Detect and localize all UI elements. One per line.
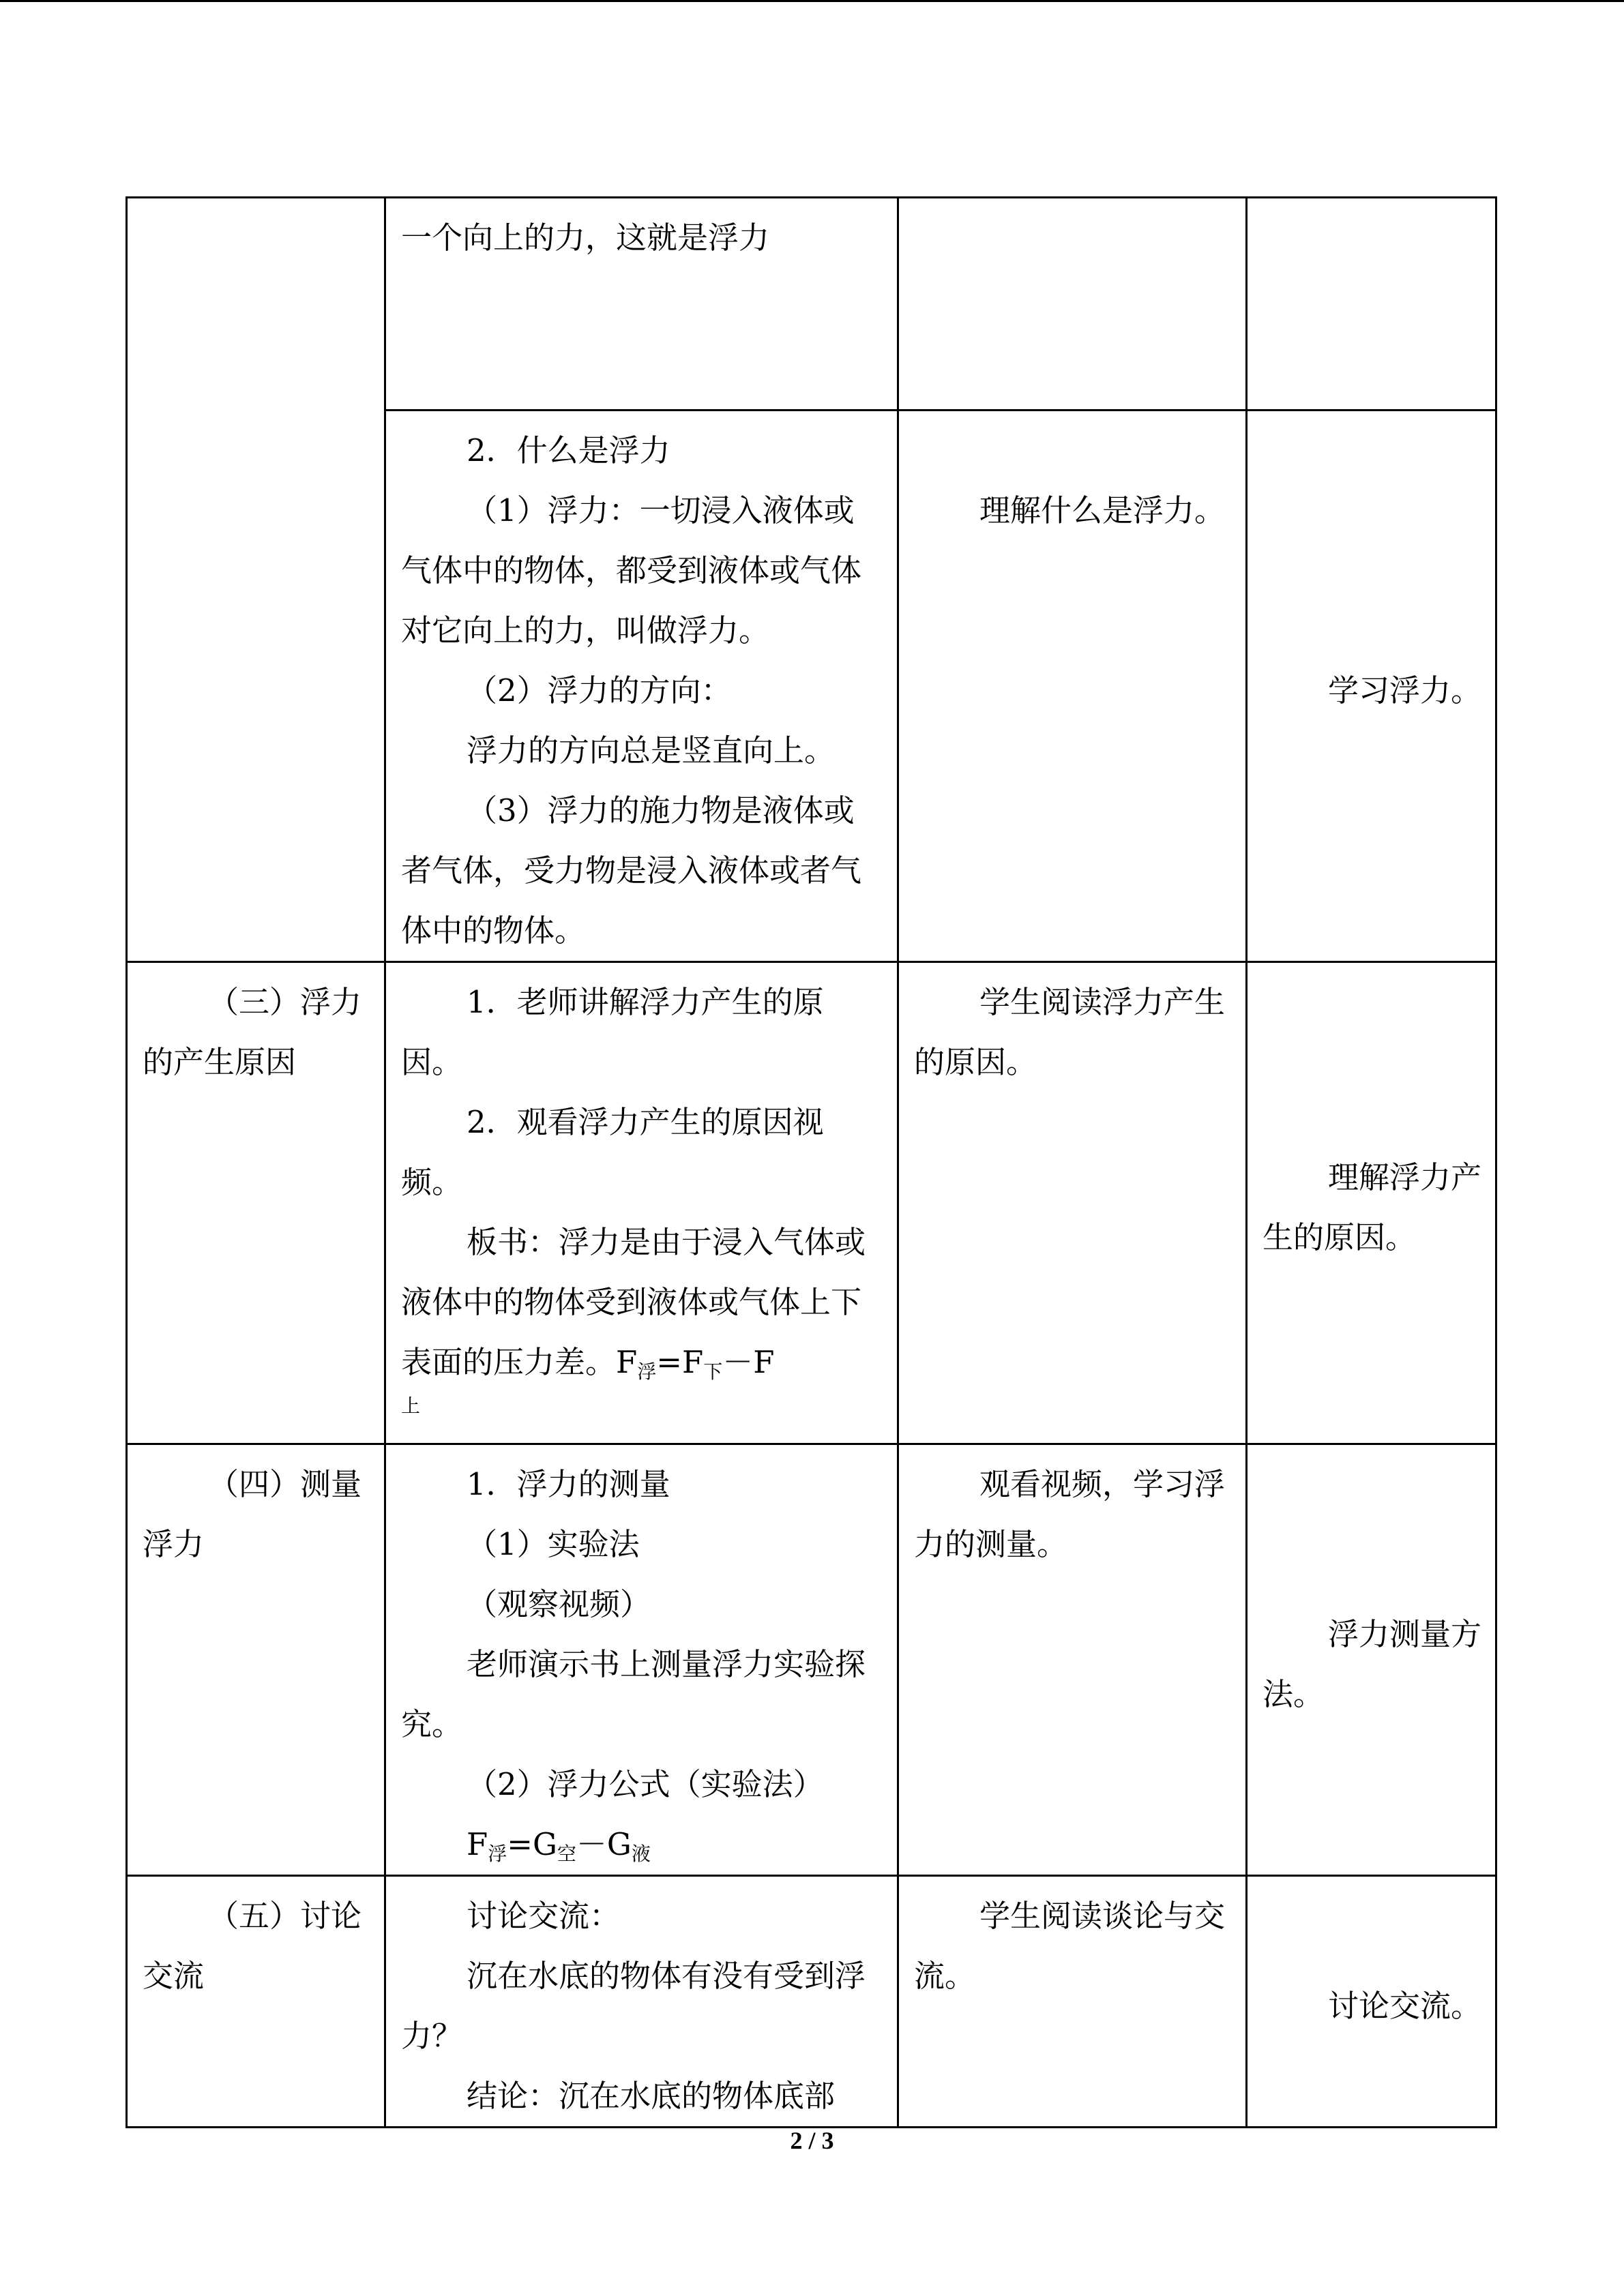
- table-row: [127, 962, 1496, 1444]
- teacher-activity-cell: [385, 198, 898, 411]
- stage-cell: [127, 1444, 385, 1876]
- design-intent-cell: [1247, 1876, 1496, 2128]
- intent-line: 理解浮力产生的原因。: [1263, 1159, 1482, 1255]
- content-line: （1）实验法: [467, 1526, 640, 1562]
- student-line: 学生阅读谈论与交流。: [914, 1898, 1226, 1994]
- buoyancy-formula: $F_浮=G_空-G_液$: [467, 1826, 651, 1865]
- content-line: 1．老师讲解浮力产生的原因。: [401, 984, 824, 1080]
- stage-label: （三）浮力的产生原因: [143, 984, 362, 1080]
- content-line: 沉在水底的物体有没有受到浮力？: [401, 1958, 866, 2054]
- content-line: 老师演示书上测量浮力实验探究。: [401, 1646, 866, 1742]
- stage-cell: [127, 1876, 385, 2128]
- page-top-border: [0, 0, 1624, 2]
- student-activity-cell: [898, 1876, 1247, 2128]
- formula-subscript-wrap: 上: [401, 1395, 421, 1417]
- design-intent-cell: [1247, 1444, 1496, 1876]
- content-line: 1．浮力的测量: [467, 1466, 670, 1502]
- student-activity-cell: [898, 198, 1247, 411]
- content-line: （1）浮力：一切浸入液体或气体中的物体，都受到液体或气体对它向上的力，叫做浮力。: [401, 492, 862, 648]
- design-intent-cell: [1247, 411, 1496, 962]
- content-line: （2）浮力的方向：: [467, 672, 732, 709]
- stage-cell: [127, 962, 385, 1444]
- page-number: 2 / 3: [790, 2127, 834, 2154]
- student-activity-cell: [898, 411, 1247, 962]
- design-intent-cell: [1247, 198, 1496, 411]
- student-line: 观看视频，学习浮力的测量。: [914, 1466, 1226, 1562]
- content-line: 一个向上的力，这就是浮力: [401, 220, 770, 256]
- content-line: 2．观看浮力产生的原因视频。: [401, 1104, 824, 1200]
- content-line: 2．什么是浮力: [467, 432, 670, 468]
- student-line: 理解什么是浮力。: [979, 492, 1226, 528]
- student-activity-cell: [898, 962, 1247, 1444]
- intent-line: 学习浮力。: [1328, 672, 1482, 709]
- stage-cell: [127, 198, 385, 962]
- teacher-activity-cell: [385, 411, 898, 962]
- student-activity-cell: [898, 1444, 1247, 1876]
- intent-line: 浮力测量方法。: [1263, 1616, 1482, 1712]
- content-line: 浮力的方向总是竖直向上。: [467, 732, 836, 769]
- stage-label: （四）测量浮力: [143, 1466, 362, 1562]
- board-note: 板书：浮力是由于浸入气体或液体中的物体受到液体或气体上下表面的压力差。$F_浮=F_下-F$: [401, 1224, 866, 1383]
- lesson-plan-table: [126, 196, 1497, 2128]
- content-line: 结论：沉在水底的物体底部: [467, 2078, 836, 2114]
- teacher-activity-cell: [385, 1444, 898, 1876]
- content-line: （观察视频）: [467, 1586, 651, 1622]
- design-intent-cell: [1247, 962, 1496, 1444]
- table-row: [127, 1876, 1496, 2128]
- table-row: [127, 1444, 1496, 1876]
- teacher-activity-cell: [385, 1876, 898, 2128]
- intent-line: 讨论交流。: [1328, 1988, 1482, 2024]
- student-line: 学生阅读浮力产生的原因。: [914, 984, 1226, 1080]
- content-line: （2）浮力公式（实验法）: [467, 1766, 824, 1802]
- content-line: 讨论交流：: [467, 1898, 621, 1934]
- teacher-activity-cell: [385, 962, 898, 1444]
- content-line: （3）浮力的施力物是液体或者气体，受力物是浸入液体或者气体中的物体。: [401, 792, 862, 949]
- stage-label: （五）讨论交流: [143, 1898, 362, 1994]
- table-row: [127, 198, 1496, 411]
